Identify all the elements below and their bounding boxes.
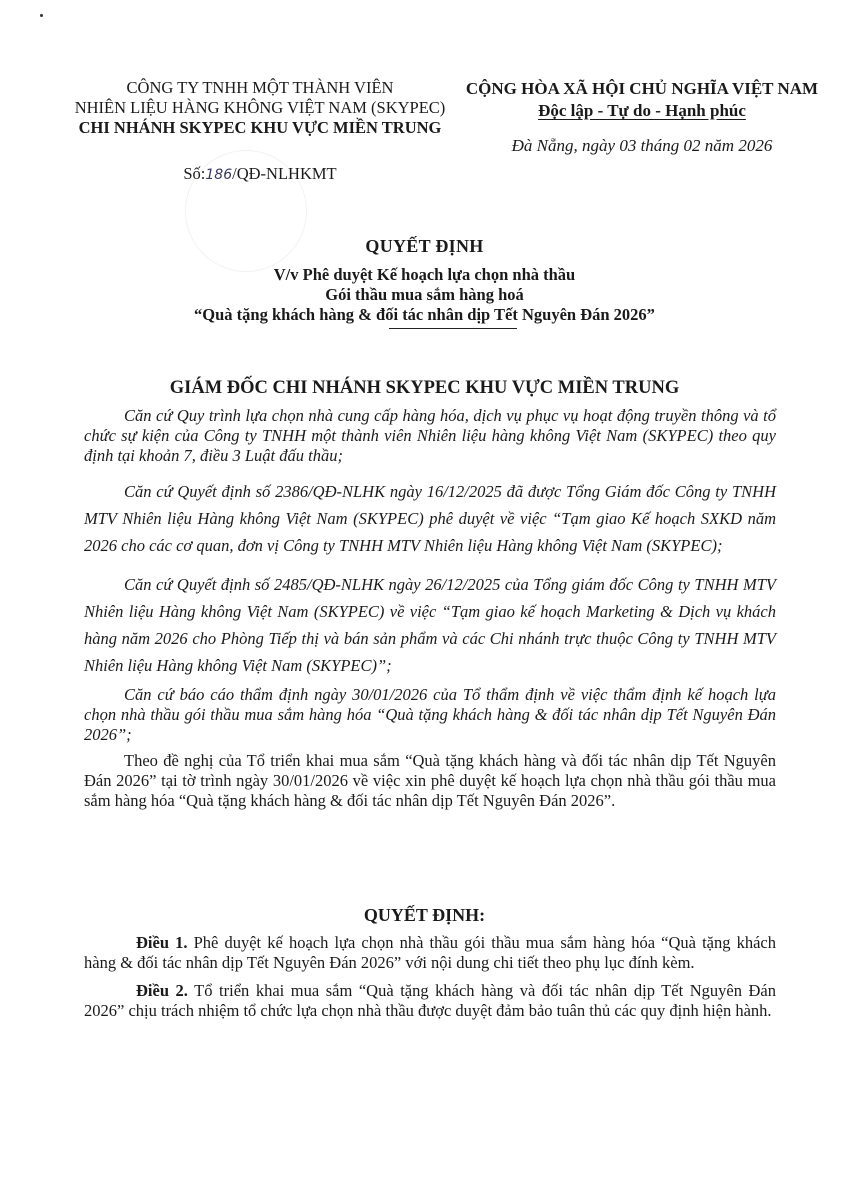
subject-line-2: Gói thầu mua sắm hàng hoá <box>325 285 524 304</box>
document-number-prefix: Số: <box>183 164 206 183</box>
issuer-header <box>60 78 460 185</box>
basis-paragraph-3: Căn cứ Quyết định số 2485/QĐ-NLHK ngày 26/12/2025 của Tổng giám đốc Công ty TNHH MTV Nhiên liệu Hàng không Việt Nam (SKYPEC) về việc “Tạm giao kế hoạch Marketing & Dịch vụ khách hàng năm 2026 cho Phòng Tiếp thị và bán sản phẩm và các Chi nhánh trực thuộc Công ty TNHH MTV Nhiên liệu Hàng không Việt Nam (SKYPEC)”; <box>84 575 776 675</box>
branch-name: CHI NHÁNH SKYPEC KHU VỰC MIỀN TRUNG <box>78 118 442 137</box>
basis-paragraph-2: Căn cứ Quyết định số 2386/QĐ-NLHK ngày 16/12/2025 đã được Tổng Giám đốc Công ty TNHH MTV Nhiên liệu Hàng không Việt Nam (SKYPEC) phê duyệt về việc “Tạm giao Kế hoạch SXKD năm 2026 cho các cơ quan, đơn vị Công ty TNHH MTV Nhiên liệu Hàng không Việt Nam (SKYPEC); <box>84 482 776 555</box>
subject-line-1: V/v Phê duyệt Kế hoạch lựa chọn nhà thầu <box>273 265 576 284</box>
national-motto: Độc lập - Tự do - Hạnh phúc <box>538 101 746 120</box>
document-number-suffix: /QĐ-NLHKMT <box>232 164 337 183</box>
article-1 <box>84 933 776 973</box>
proposal-paragraph: Theo đề nghị của Tổ triển khai mua sắm “Quà tặng khách hàng và đối tác nhân dịp Tết Nguyên Đán 2026” tại tờ trình ngày 30/01/2026 về việc xin phê duyệt kế hoạch lựa chọn nhà thầu gói thầu mua sắm hàng hóa “Quà tặng khách hàng & đối tác nhân dịp Tết Nguyên Đán 2026”. <box>84 751 776 810</box>
article-1-label: Điều 1. <box>136 933 188 952</box>
article-2-text: Tổ triển khai mua sắm “Quà tặng khách hàng và đối tác nhân dịp Tết Nguyên Đán 2026” chịu trách nhiệm tổ chức lựa chọn nhà thầu được duyệt đảm bảo tuân thủ các quy định hiện hành. <box>84 981 776 1020</box>
legal-bases <box>84 406 776 811</box>
article-1-text: Phê duyệt kế hoạch lựa chọn nhà thầu gói thầu mua sắm hàng hóa “Quà tặng khách hàng & đối tác nhân dịp Tết Nguyên Đán 2026” với nội dung chi tiết theo phụ lục đính kèm. <box>84 933 777 972</box>
subject-line-3: “Quà tặng khách hàng & đối tác nhân dịp Tết Nguyên Đán 2026” <box>194 305 655 324</box>
scan-speck <box>40 14 43 17</box>
title-divider <box>389 328 517 329</box>
document-number-handwritten: 186 <box>205 167 233 183</box>
document-title-block <box>0 236 849 329</box>
basis-paragraph-4: Căn cứ báo cáo thẩm định ngày 30/01/2026 của Tổ thẩm định về việc thẩm định kế hoạch lựa chọn nhà thầu gói thầu mua sắm hàng hóa “Quà tặng khách hàng & đối tác nhân dịp Tết Nguyên Đán 2026”; <box>84 685 776 744</box>
company-name-line2: NHIÊN LIỆU HÀNG KHÔNG VIỆT NAM (SKYPEC) <box>74 98 446 117</box>
national-header <box>440 78 844 157</box>
company-name-line1: CÔNG TY TNHH MỘT THÀNH VIÊN <box>126 78 394 97</box>
document-title: QUYẾT ĐỊNH <box>365 236 484 256</box>
nation-name: CỘNG HÒA XÃ HỘI CHỦ NGHĨA VIỆT NAM <box>465 79 819 98</box>
place-and-date: Đà Nẵng, ngày 03 tháng 02 năm 2026 <box>511 136 773 155</box>
article-2-label: Điều 2. <box>136 981 188 1000</box>
director-heading: GIÁM ĐỐC CHI NHÁNH SKYPEC KHU VỰC MIỀN TRUNG <box>169 378 680 398</box>
basis-paragraph-1: Căn cứ Quy trình lựa chọn nhà cung cấp hàng hóa, dịch vụ phục vụ hoạt động truyền thông và tổ chức sự kiện của Công ty TNHH một thành viên Nhiên liệu hàng không Việt Nam (SKYPEC) theo quy định tại khoản 7, điều 3 Luật đấu thầu; <box>84 406 776 465</box>
decision-heading: QUYẾT ĐỊNH: <box>363 905 486 925</box>
document-number <box>60 164 460 185</box>
article-2 <box>84 981 776 1021</box>
decision-articles <box>84 933 776 1029</box>
